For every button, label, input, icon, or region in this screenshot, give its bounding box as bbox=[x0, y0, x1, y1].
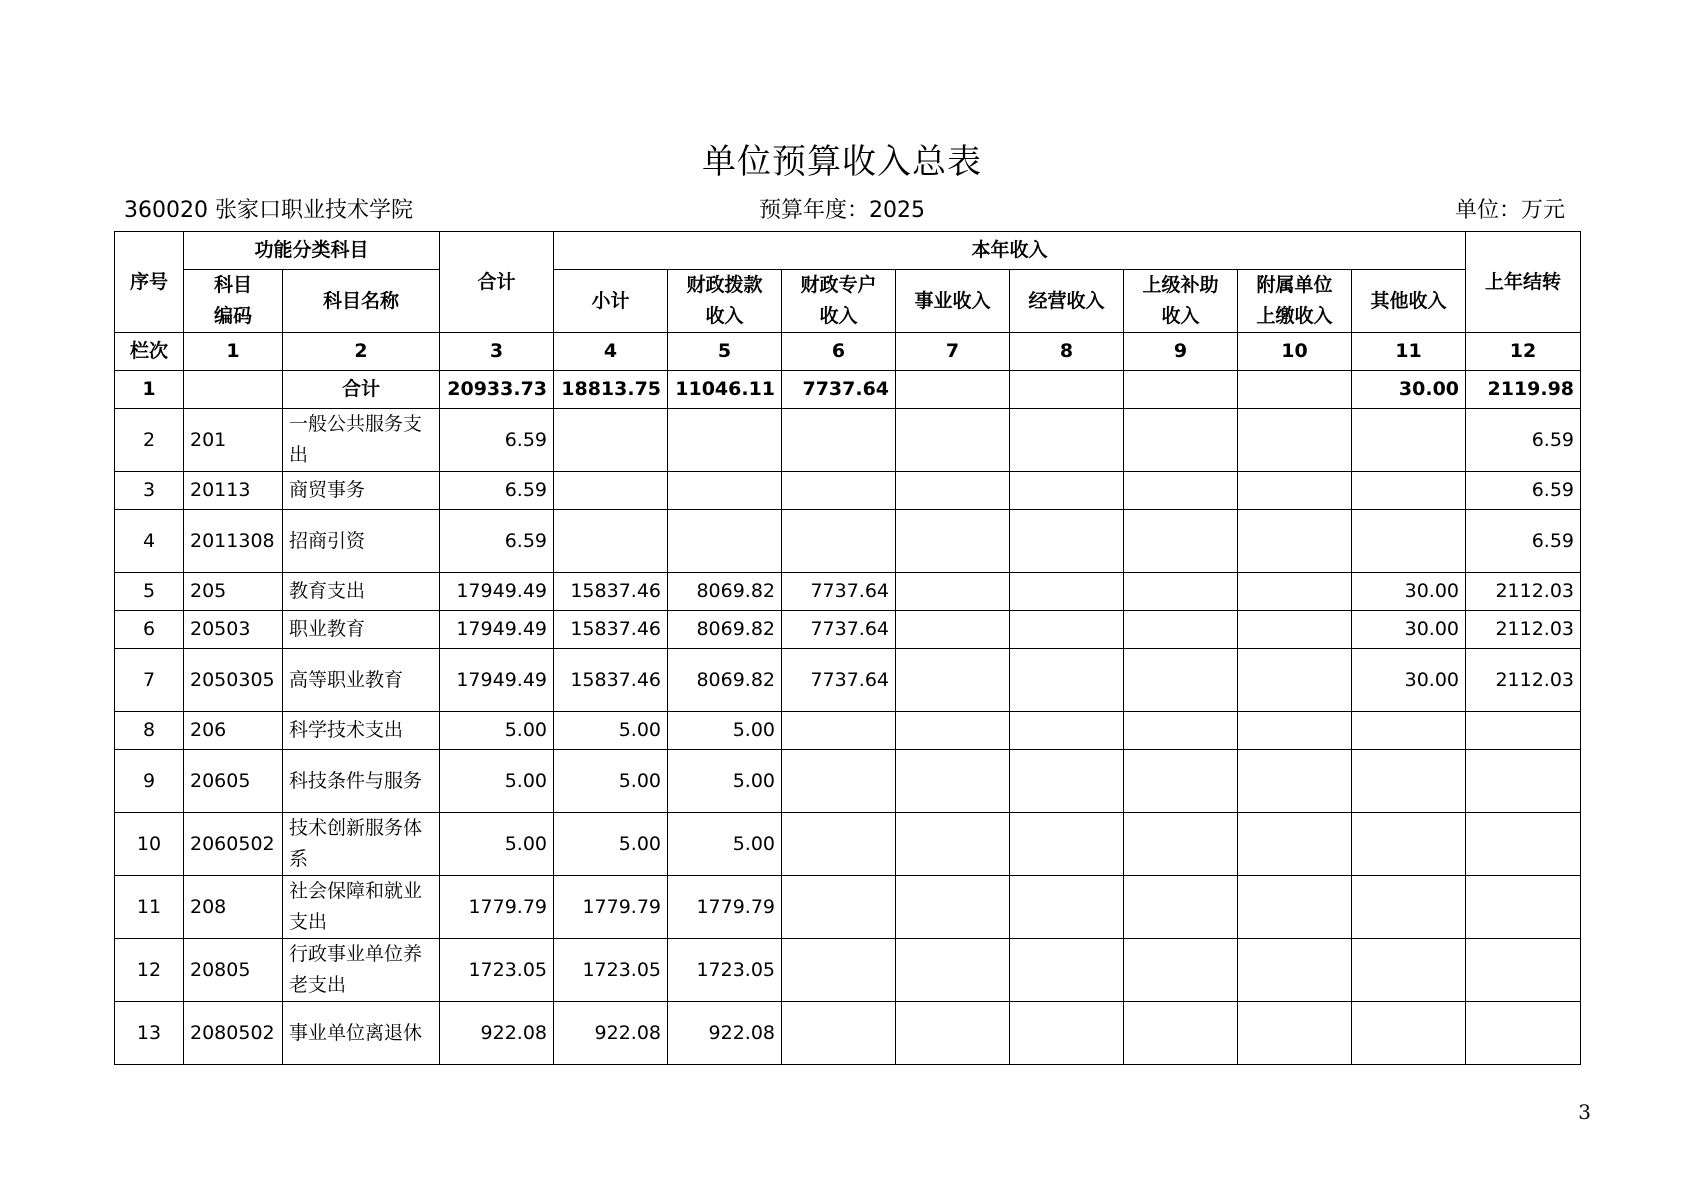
row-value-c4 bbox=[554, 409, 668, 472]
table-row bbox=[115, 876, 1581, 939]
row-value-c12: 2112.03 bbox=[1466, 649, 1581, 712]
row-value-c5: 922.08 bbox=[668, 1002, 782, 1065]
row-value-c8 bbox=[1010, 510, 1124, 573]
row-value-c8 bbox=[1010, 573, 1124, 611]
row-value-c5: 8069.82 bbox=[668, 649, 782, 712]
row-value-c8 bbox=[1010, 649, 1124, 712]
row-value-c9 bbox=[1124, 611, 1238, 649]
row-value-c6 bbox=[782, 813, 896, 876]
row-value-c10 bbox=[1238, 939, 1352, 1002]
row-name: 高等职业教育 bbox=[283, 649, 440, 712]
table-body bbox=[115, 371, 1581, 1065]
row-value-c11 bbox=[1352, 510, 1466, 573]
row-value-c8 bbox=[1010, 939, 1124, 1002]
column-number: 5 bbox=[668, 333, 782, 371]
row-value-c10 bbox=[1238, 750, 1352, 813]
row-value-c6 bbox=[782, 876, 896, 939]
row-value-c11 bbox=[1352, 939, 1466, 1002]
row-name: 职业教育 bbox=[283, 611, 440, 649]
row-value-c8 bbox=[1010, 371, 1124, 409]
currency-unit: 单位：万元 bbox=[1454, 198, 1565, 223]
row-value-c11 bbox=[1352, 1002, 1466, 1065]
table-row bbox=[115, 813, 1581, 876]
column-number: 1 bbox=[184, 333, 283, 371]
row-code: 20113 bbox=[184, 472, 283, 510]
row-value-c11: 30.00 bbox=[1352, 371, 1466, 409]
row-code: 20605 bbox=[184, 750, 283, 813]
row-value-c4: 15837.46 bbox=[554, 573, 668, 611]
column-number: 7 bbox=[896, 333, 1010, 371]
row-value-c10 bbox=[1238, 649, 1352, 712]
row-value-c5: 5.00 bbox=[668, 813, 782, 876]
row-value-c6 bbox=[782, 510, 896, 573]
header-fiscal-appropriation: 财政拨款 收入 bbox=[668, 270, 782, 333]
row-value-c6: 7737.64 bbox=[782, 573, 896, 611]
row-value-c10 bbox=[1238, 371, 1352, 409]
row-value-c9 bbox=[1124, 371, 1238, 409]
row-seq: 13 bbox=[115, 1002, 184, 1065]
column-number: 9 bbox=[1124, 333, 1238, 371]
row-value-c10 bbox=[1238, 712, 1352, 750]
row-value-c4: 15837.46 bbox=[554, 611, 668, 649]
row-value-c12 bbox=[1466, 1002, 1581, 1065]
row-value-c3: 17949.49 bbox=[440, 573, 554, 611]
row-value-c9 bbox=[1124, 876, 1238, 939]
row-value-c4 bbox=[554, 472, 668, 510]
column-number: 8 bbox=[1010, 333, 1124, 371]
row-code: 20805 bbox=[184, 939, 283, 1002]
row-value-c3: 17949.49 bbox=[440, 611, 554, 649]
row-value-c6: 7737.64 bbox=[782, 611, 896, 649]
row-name: 行政事业单位养老支出 bbox=[283, 939, 440, 1002]
row-value-c5: 11046.11 bbox=[668, 371, 782, 409]
unit-name: 360020 张家口职业技术学院 bbox=[124, 198, 413, 223]
row-value-c11 bbox=[1352, 712, 1466, 750]
row-value-c12 bbox=[1466, 939, 1581, 1002]
row-name: 招商引资 bbox=[283, 510, 440, 573]
row-value-c8 bbox=[1010, 712, 1124, 750]
header-affiliated-remit: 附属单位 上缴收入 bbox=[1238, 270, 1352, 333]
row-value-c12: 6.59 bbox=[1466, 472, 1581, 510]
row-value-c3: 6.59 bbox=[440, 472, 554, 510]
table-row bbox=[115, 472, 1581, 510]
row-code: 201 bbox=[184, 409, 283, 472]
header-business-income: 事业收入 bbox=[896, 270, 1010, 333]
row-value-c6 bbox=[782, 472, 896, 510]
header-total: 合计 bbox=[440, 232, 554, 333]
row-name: 一般公共服务支出 bbox=[283, 409, 440, 472]
table-row bbox=[115, 510, 1581, 573]
table-row bbox=[115, 712, 1581, 750]
row-value-c6 bbox=[782, 750, 896, 813]
row-code: 2050305 bbox=[184, 649, 283, 712]
row-value-c5: 1723.05 bbox=[668, 939, 782, 1002]
row-value-c7 bbox=[896, 472, 1010, 510]
column-number: 栏次 bbox=[115, 333, 184, 371]
row-value-c12 bbox=[1466, 876, 1581, 939]
row-value-c9 bbox=[1124, 573, 1238, 611]
row-value-c3: 5.00 bbox=[440, 750, 554, 813]
row-value-c7 bbox=[896, 371, 1010, 409]
row-value-c11 bbox=[1352, 813, 1466, 876]
header-row-1 bbox=[115, 232, 1581, 270]
row-value-c11: 30.00 bbox=[1352, 649, 1466, 712]
row-name: 教育支出 bbox=[283, 573, 440, 611]
row-value-c8 bbox=[1010, 876, 1124, 939]
column-number: 6 bbox=[782, 333, 896, 371]
row-value-c12: 2119.98 bbox=[1466, 371, 1581, 409]
row-value-c5: 5.00 bbox=[668, 712, 782, 750]
row-value-c12: 6.59 bbox=[1466, 409, 1581, 472]
budget-income-table bbox=[114, 231, 1581, 1065]
row-code: 206 bbox=[184, 712, 283, 750]
column-number: 10 bbox=[1238, 333, 1352, 371]
row-value-c4 bbox=[554, 510, 668, 573]
row-value-c8 bbox=[1010, 1002, 1124, 1065]
row-value-c7 bbox=[896, 712, 1010, 750]
header-seq: 序号 bbox=[115, 232, 184, 333]
row-seq: 5 bbox=[115, 573, 184, 611]
row-value-c10 bbox=[1238, 573, 1352, 611]
row-value-c3: 17949.49 bbox=[440, 649, 554, 712]
header-name: 科目名称 bbox=[283, 270, 440, 333]
row-value-c3: 5.00 bbox=[440, 813, 554, 876]
row-value-c5: 8069.82 bbox=[668, 573, 782, 611]
row-seq: 1 bbox=[115, 371, 184, 409]
row-value-c8 bbox=[1010, 409, 1124, 472]
row-value-c7 bbox=[896, 409, 1010, 472]
row-value-c10 bbox=[1238, 876, 1352, 939]
row-value-c7 bbox=[896, 1002, 1010, 1065]
row-code bbox=[184, 371, 283, 409]
column-number: 2 bbox=[283, 333, 440, 371]
header-current-income: 本年收入 bbox=[554, 232, 1466, 270]
row-value-c8 bbox=[1010, 472, 1124, 510]
row-value-c11: 30.00 bbox=[1352, 573, 1466, 611]
row-value-c4: 1723.05 bbox=[554, 939, 668, 1002]
row-value-c5 bbox=[668, 472, 782, 510]
row-value-c12: 6.59 bbox=[1466, 510, 1581, 573]
row-value-c6 bbox=[782, 712, 896, 750]
column-number-row bbox=[115, 333, 1581, 371]
row-value-c9 bbox=[1124, 813, 1238, 876]
row-value-c4: 1779.79 bbox=[554, 876, 668, 939]
column-number: 3 bbox=[440, 333, 554, 371]
row-code: 205 bbox=[184, 573, 283, 611]
table-row bbox=[115, 573, 1581, 611]
row-value-c7 bbox=[896, 813, 1010, 876]
row-value-c11 bbox=[1352, 409, 1466, 472]
row-value-c10 bbox=[1238, 409, 1352, 472]
row-value-c3: 922.08 bbox=[440, 1002, 554, 1065]
row-value-c3: 6.59 bbox=[440, 409, 554, 472]
row-value-c9 bbox=[1124, 939, 1238, 1002]
page-title: 单位预算收入总表 bbox=[702, 142, 982, 182]
row-value-c9 bbox=[1124, 472, 1238, 510]
header-row-2 bbox=[115, 270, 1581, 333]
header-prior-carryover: 上年结转 bbox=[1466, 232, 1581, 333]
row-seq: 4 bbox=[115, 510, 184, 573]
row-code: 2060502 bbox=[184, 813, 283, 876]
row-value-c9 bbox=[1124, 649, 1238, 712]
row-value-c4: 5.00 bbox=[554, 813, 668, 876]
row-value-c4: 5.00 bbox=[554, 750, 668, 813]
row-value-c3: 1779.79 bbox=[440, 876, 554, 939]
header-superior-subsidy: 上级补助 收入 bbox=[1124, 270, 1238, 333]
row-name: 事业单位离退休 bbox=[283, 1002, 440, 1065]
row-value-c5 bbox=[668, 409, 782, 472]
table-row bbox=[115, 939, 1581, 1002]
row-value-c6: 7737.64 bbox=[782, 371, 896, 409]
row-seq: 10 bbox=[115, 813, 184, 876]
row-code: 20503 bbox=[184, 611, 283, 649]
row-value-c3: 1723.05 bbox=[440, 939, 554, 1002]
row-value-c7 bbox=[896, 876, 1010, 939]
row-value-c9 bbox=[1124, 510, 1238, 573]
row-value-c9 bbox=[1124, 1002, 1238, 1065]
row-name: 商贸事务 bbox=[283, 472, 440, 510]
table-row bbox=[115, 611, 1581, 649]
row-seq: 8 bbox=[115, 712, 184, 750]
row-name: 社会保障和就业支出 bbox=[283, 876, 440, 939]
row-seq: 9 bbox=[115, 750, 184, 813]
header-func-category: 功能分类科目 bbox=[184, 232, 440, 270]
row-value-c10 bbox=[1238, 611, 1352, 649]
row-value-c3: 6.59 bbox=[440, 510, 554, 573]
header-other-income: 其他收入 bbox=[1352, 270, 1466, 333]
row-value-c7 bbox=[896, 750, 1010, 813]
row-seq: 3 bbox=[115, 472, 184, 510]
row-value-c5: 8069.82 bbox=[668, 611, 782, 649]
row-value-c9 bbox=[1124, 409, 1238, 472]
row-value-c11 bbox=[1352, 876, 1466, 939]
column-number: 11 bbox=[1352, 333, 1466, 371]
row-value-c7 bbox=[896, 510, 1010, 573]
header-code: 科目 编码 bbox=[184, 270, 283, 333]
row-value-c11: 30.00 bbox=[1352, 611, 1466, 649]
row-value-c5: 5.00 bbox=[668, 750, 782, 813]
header-operating-income: 经营收入 bbox=[1010, 270, 1124, 333]
table-row bbox=[115, 649, 1581, 712]
row-code: 2080502 bbox=[184, 1002, 283, 1065]
row-value-c12 bbox=[1466, 750, 1581, 813]
row-value-c6 bbox=[782, 939, 896, 1002]
row-name: 合计 bbox=[283, 371, 440, 409]
row-value-c12: 2112.03 bbox=[1466, 611, 1581, 649]
table-row bbox=[115, 1002, 1581, 1065]
table-row bbox=[115, 409, 1581, 472]
row-value-c9 bbox=[1124, 712, 1238, 750]
row-value-c8 bbox=[1010, 813, 1124, 876]
row-value-c4: 922.08 bbox=[554, 1002, 668, 1065]
total-row bbox=[115, 371, 1581, 409]
row-value-c7 bbox=[896, 611, 1010, 649]
row-value-c12 bbox=[1466, 712, 1581, 750]
row-seq: 7 bbox=[115, 649, 184, 712]
row-value-c7 bbox=[896, 649, 1010, 712]
row-value-c7 bbox=[896, 573, 1010, 611]
row-value-c6 bbox=[782, 409, 896, 472]
row-value-c5 bbox=[668, 510, 782, 573]
row-seq: 11 bbox=[115, 876, 184, 939]
row-code: 2011308 bbox=[184, 510, 283, 573]
row-value-c3: 5.00 bbox=[440, 712, 554, 750]
row-value-c8 bbox=[1010, 611, 1124, 649]
header-subtotal: 小计 bbox=[554, 270, 668, 333]
row-value-c10 bbox=[1238, 510, 1352, 573]
page-number: 3 bbox=[1578, 1100, 1591, 1124]
table-row bbox=[115, 750, 1581, 813]
row-value-c3: 20933.73 bbox=[440, 371, 554, 409]
row-value-c6: 7737.64 bbox=[782, 649, 896, 712]
row-code: 208 bbox=[184, 876, 283, 939]
row-value-c4: 5.00 bbox=[554, 712, 668, 750]
row-value-c11 bbox=[1352, 750, 1466, 813]
row-name: 技术创新服务体系 bbox=[283, 813, 440, 876]
row-value-c7 bbox=[896, 939, 1010, 1002]
row-value-c5: 1779.79 bbox=[668, 876, 782, 939]
row-value-c10 bbox=[1238, 1002, 1352, 1065]
row-seq: 12 bbox=[115, 939, 184, 1002]
row-value-c8 bbox=[1010, 750, 1124, 813]
row-value-c12 bbox=[1466, 813, 1581, 876]
column-number: 12 bbox=[1466, 333, 1581, 371]
row-name: 科学技术支出 bbox=[283, 712, 440, 750]
header-fiscal-special: 财政专户 收入 bbox=[782, 270, 896, 333]
row-value-c6 bbox=[782, 1002, 896, 1065]
row-value-c11 bbox=[1352, 472, 1466, 510]
row-value-c4: 15837.46 bbox=[554, 649, 668, 712]
row-name: 科技条件与服务 bbox=[283, 750, 440, 813]
column-number: 4 bbox=[554, 333, 668, 371]
row-seq: 2 bbox=[115, 409, 184, 472]
row-value-c4: 18813.75 bbox=[554, 371, 668, 409]
row-seq: 6 bbox=[115, 611, 184, 649]
row-value-c10 bbox=[1238, 813, 1352, 876]
budget-year: 预算年度：2025 bbox=[759, 198, 925, 223]
row-value-c12: 2112.03 bbox=[1466, 573, 1581, 611]
row-value-c10 bbox=[1238, 472, 1352, 510]
row-value-c9 bbox=[1124, 750, 1238, 813]
